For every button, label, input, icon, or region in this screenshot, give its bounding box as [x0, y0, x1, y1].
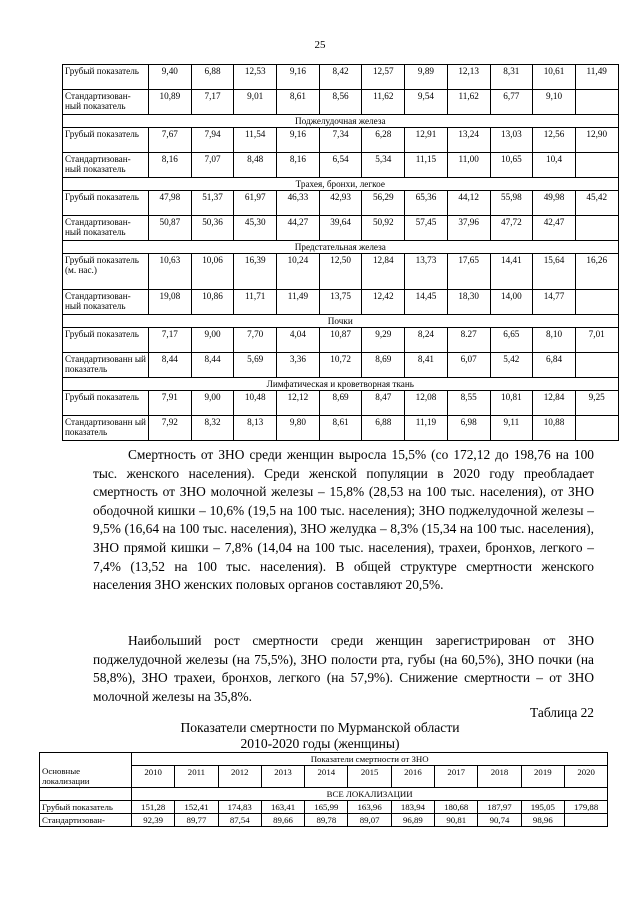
- table-cell: 18,30: [447, 290, 490, 315]
- table-cell: 46,33: [277, 191, 320, 216]
- table-cell: 9,11: [490, 416, 533, 441]
- table-cell: 89,77: [175, 814, 218, 827]
- table-row: [63, 290, 619, 315]
- table-cell: 44,27: [277, 216, 320, 241]
- table-cell: 5,42: [490, 353, 533, 378]
- table-cell: 10,89: [149, 90, 192, 115]
- table-cell: 11,19: [405, 416, 448, 441]
- table-cell: 10,72: [319, 353, 362, 378]
- year-header: 2017: [435, 766, 478, 788]
- table-cell: 12,50: [319, 254, 362, 290]
- table-cell: 7,94: [191, 128, 234, 153]
- table-cell: 165,99: [305, 801, 348, 814]
- table-cell: 9,89: [405, 65, 448, 90]
- table-cell: [575, 290, 618, 315]
- row-label: Грубый показатель: [40, 801, 132, 814]
- table-cell: 163,41: [261, 801, 304, 814]
- table-cell: 55,98: [490, 191, 533, 216]
- table-number: Таблица 22: [530, 705, 594, 720]
- table-cell: 9,01: [234, 90, 277, 115]
- table-cell: 17,65: [447, 254, 490, 290]
- table-cell: [575, 90, 618, 115]
- table-cell: 11,62: [447, 90, 490, 115]
- table-cell: 10,48: [234, 391, 277, 416]
- table-cell: 15,64: [533, 254, 576, 290]
- table-row: [63, 353, 619, 378]
- table-cell: 10,61: [533, 65, 576, 90]
- year-header: 2011: [175, 766, 218, 788]
- table-cell: 10,87: [319, 328, 362, 353]
- table-cell: 65,36: [405, 191, 448, 216]
- table-cell: 8,44: [149, 353, 192, 378]
- section-title: Трахея, бронхи, легкое: [63, 178, 619, 191]
- table-cell: 8,16: [149, 153, 192, 178]
- table-cell: 13,75: [319, 290, 362, 315]
- table-row: [40, 814, 608, 827]
- table-cell: 14,00: [490, 290, 533, 315]
- table-cell: 6,88: [191, 65, 234, 90]
- table-cell: 9,54: [405, 90, 448, 115]
- table-cell: 47,72: [490, 216, 533, 241]
- row-label: Стандартизованн ый показатель: [63, 353, 149, 378]
- table-row: [63, 65, 619, 90]
- table-cell: 5,69: [234, 353, 277, 378]
- table-cell: 37,96: [447, 216, 490, 241]
- table-cell: 152,41: [175, 801, 218, 814]
- table-cell: 174,83: [218, 801, 261, 814]
- localization-header: Основные локализации: [40, 753, 132, 788]
- table-row: [63, 90, 619, 115]
- table-cell: 9,10: [533, 90, 576, 115]
- row-label: Стандартизован-ный показатель: [63, 216, 149, 241]
- table-cell: 6,84: [533, 353, 576, 378]
- table-cell: 13,24: [447, 128, 490, 153]
- section-row: [63, 315, 619, 328]
- table-cell: [575, 416, 618, 441]
- table-cell: 6,28: [362, 128, 405, 153]
- table-cell: 9,16: [277, 65, 320, 90]
- table-cell: 96,89: [391, 814, 434, 827]
- table-cell: 9,29: [362, 328, 405, 353]
- table-cell: 6,54: [319, 153, 362, 178]
- table-cell: 14,41: [490, 254, 533, 290]
- top-mortality-table: [62, 64, 619, 441]
- table-cell: 14,45: [405, 290, 448, 315]
- table-cell: 61,97: [234, 191, 277, 216]
- table-cell: 11,49: [277, 290, 320, 315]
- row-label: Грубый показатель: [63, 328, 149, 353]
- table-cell: 56,29: [362, 191, 405, 216]
- table-row: [63, 128, 619, 153]
- table-title-line1: Показатели смертности по Мурманской области: [180, 720, 460, 735]
- table-cell: 10,63: [149, 254, 192, 290]
- women-mortality-table: [39, 752, 608, 827]
- table-cell: 10,4: [533, 153, 576, 178]
- table-cell: 8,56: [319, 90, 362, 115]
- row-label: Стандартизован-ный показатель: [63, 90, 149, 115]
- table-cell: 12,53: [234, 65, 277, 90]
- table-cell: 11,00: [447, 153, 490, 178]
- table-title-line2: 2010-2020 годы (женщины): [240, 736, 400, 751]
- table-cell: 12,57: [362, 65, 405, 90]
- table-row: [40, 801, 608, 814]
- table-cell: 89,07: [348, 814, 391, 827]
- table-cell: 42,47: [533, 216, 576, 241]
- table-cell: 8,10: [533, 328, 576, 353]
- year-header: 2015: [348, 766, 391, 788]
- table-cell: 45,30: [234, 216, 277, 241]
- table-cell: 8,55: [447, 391, 490, 416]
- section-title: ВСЕ ЛОКАЛИЗАЦИИ: [132, 788, 608, 801]
- table-cell: 6,77: [490, 90, 533, 115]
- table-cell: 10,86: [191, 290, 234, 315]
- table-cell: 5,34: [362, 153, 405, 178]
- table-cell: 39,64: [319, 216, 362, 241]
- table-cell: 8,24: [405, 328, 448, 353]
- table-cell: [575, 153, 618, 178]
- table-cell: 90,74: [478, 814, 521, 827]
- table-cell: 12,90: [575, 128, 618, 153]
- table-cell: 50,92: [362, 216, 405, 241]
- table-cell: 9,00: [191, 328, 234, 353]
- table-cell: 50,36: [191, 216, 234, 241]
- section-spacer: [40, 788, 132, 801]
- table-cell: 8,47: [362, 391, 405, 416]
- table-cell: 14,77: [533, 290, 576, 315]
- table-row: [63, 416, 619, 441]
- table-row: [63, 254, 619, 290]
- table-cell: 49,98: [533, 191, 576, 216]
- table-cell: 90,81: [435, 814, 478, 827]
- table-cell: 9,40: [149, 65, 192, 90]
- table-cell: 7,91: [149, 391, 192, 416]
- table-cell: 9,80: [277, 416, 320, 441]
- table-row: [63, 391, 619, 416]
- table-cell: 8,42: [319, 65, 362, 90]
- paragraph-growth-text: Наибольший рост смертности среди женщин зарегистрирован от ЗНО поджелудочной железы (на 75,5%), ЗНО полости рта, губы (на 60,5%), ЗНО почки (на 58,8%), ЗНО трахеи, бронхов, легкого (на 57,9%). Снижение смертности – от ЗНО молочной железы на 35,8%.: [93, 633, 594, 704]
- paragraph-women-mortality: [93, 446, 594, 595]
- table-cell: 3,36: [277, 353, 320, 378]
- table-cell: 8.27: [447, 328, 490, 353]
- table-cell: 16,26: [575, 254, 618, 290]
- table-cell: 89,78: [305, 814, 348, 827]
- table-cell: [575, 216, 618, 241]
- table-cell: 9,16: [277, 128, 320, 153]
- table-cell: 12,84: [362, 254, 405, 290]
- table-cell: 7,07: [191, 153, 234, 178]
- row-label: Стандартизован-ный показатель: [63, 153, 149, 178]
- section-row: [40, 788, 608, 801]
- section-title: Почки: [63, 315, 619, 328]
- row-label: Стандартизован-ный показатель: [63, 290, 149, 315]
- section-title: Поджелудочная железа: [63, 115, 619, 128]
- row-label: Стандартизованн ый показатель: [63, 416, 149, 441]
- table-cell: 187,97: [478, 801, 521, 814]
- table-cell: 45,42: [575, 191, 618, 216]
- section-title: Лимфатическая и кроветворная ткань: [63, 378, 619, 391]
- table-cell: 9,25: [575, 391, 618, 416]
- table-cell: 8,69: [319, 391, 362, 416]
- page-number: 25: [314, 39, 326, 51]
- table-cell: 179,88: [564, 801, 607, 814]
- table-cell: 7,67: [149, 128, 192, 153]
- year-header: 2018: [478, 766, 521, 788]
- year-header: 2016: [391, 766, 434, 788]
- table-cell: 12,91: [405, 128, 448, 153]
- table-cell: 87,54: [218, 814, 261, 827]
- table-cell: 7,34: [319, 128, 362, 153]
- table-cell: 163,96: [348, 801, 391, 814]
- table-cell: 8,16: [277, 153, 320, 178]
- table-cell: 16,39: [234, 254, 277, 290]
- section-title: Предстательная железа: [63, 241, 619, 254]
- table-cell: 19,08: [149, 290, 192, 315]
- table-cell: 42,93: [319, 191, 362, 216]
- table-cell: 8,61: [277, 90, 320, 115]
- table-cell: 180,68: [435, 801, 478, 814]
- table-cell: 51,37: [191, 191, 234, 216]
- row-label: Грубый показатель: [63, 128, 149, 153]
- table-cell: [564, 814, 607, 827]
- table-cell: 195,05: [521, 801, 564, 814]
- year-header: 2020: [564, 766, 607, 788]
- table-cell: 12,42: [362, 290, 405, 315]
- table-cell: 98,96: [521, 814, 564, 827]
- section-row: [63, 115, 619, 128]
- row-label: Грубый показатель: [63, 65, 149, 90]
- table-cell: 8,41: [405, 353, 448, 378]
- table-cell: 12,08: [405, 391, 448, 416]
- table-cell: 7,01: [575, 328, 618, 353]
- table-row: [63, 216, 619, 241]
- table-cell: 12,56: [533, 128, 576, 153]
- year-header: 2019: [521, 766, 564, 788]
- table-cell: 151,28: [132, 801, 175, 814]
- table-cell: 50,87: [149, 216, 192, 241]
- table-cell: 7,92: [149, 416, 192, 441]
- table-cell: 11,49: [575, 65, 618, 90]
- table-cell: 10,65: [490, 153, 533, 178]
- table-cell: 12,12: [277, 391, 320, 416]
- table-cell: [575, 353, 618, 378]
- table-cell: 7,17: [191, 90, 234, 115]
- table-cell: 7,17: [149, 328, 192, 353]
- group-header-row: [40, 753, 608, 766]
- section-row: [63, 241, 619, 254]
- year-header: 2012: [218, 766, 261, 788]
- table-cell: 6,65: [490, 328, 533, 353]
- table-cell: 13,03: [490, 128, 533, 153]
- row-label: Грубый показатель: [63, 391, 149, 416]
- table-cell: 6,98: [447, 416, 490, 441]
- table-cell: 92,39: [132, 814, 175, 827]
- table-cell: 12,84: [533, 391, 576, 416]
- table-cell: 9,00: [191, 391, 234, 416]
- group-header: Показатели смертности от ЗНО: [132, 753, 608, 766]
- section-row: [63, 378, 619, 391]
- table-row: [63, 328, 619, 353]
- row-label: Грубый показатель (м. нас.): [63, 254, 149, 290]
- table-cell: 8,44: [191, 353, 234, 378]
- table-cell: 6,88: [362, 416, 405, 441]
- table-cell: 8,31: [490, 65, 533, 90]
- table-row: [63, 191, 619, 216]
- table-cell: 8,61: [319, 416, 362, 441]
- section-row: [63, 178, 619, 191]
- table-cell: 8,48: [234, 153, 277, 178]
- table-cell: 183,94: [391, 801, 434, 814]
- table-cell: 8,69: [362, 353, 405, 378]
- table-cell: 10,06: [191, 254, 234, 290]
- table-cell: 6,07: [447, 353, 490, 378]
- table-cell: 13,73: [405, 254, 448, 290]
- table-cell: 10,24: [277, 254, 320, 290]
- table-cell: 11,71: [234, 290, 277, 315]
- row-label: Стандартизован-: [40, 814, 132, 827]
- table-cell: 44,12: [447, 191, 490, 216]
- table-cell: 10,81: [490, 391, 533, 416]
- table-cell: 11,54: [234, 128, 277, 153]
- paragraph-women-mortality-text: Смертность от ЗНО среди женщин выросла 15,5% (со 172,12 до 198,76 на 100 тыс. женского населения). Среди женской популяции в 2020 году преобладает смертность от ЗНО молочной железы – 15,8% (28,53 на 100 тыс. населения), от ЗНО ободочной кишки – 10,6% (19,5 на 100 тыс. населения); ЗНО поджелудочной железы – 9,5% (16,64 на 100 тыс. населения), ЗНО желудка – 8,3% (15,34 на 100 тыс. населения), ЗНО прямой кишки – 7,8% (14,04 на 100 тыс. населения), трахеи, бронхов, легкого – 7,4% (13,52 на 100 тыс. населения). В общей структуре смертности женского населения ЗНО женских половых органов составляют 20,5%.: [93, 447, 594, 593]
- table-cell: 89,66: [261, 814, 304, 827]
- table-cell: 8,32: [191, 416, 234, 441]
- table-cell: 4,04: [277, 328, 320, 353]
- row-label: Грубый показатель: [63, 191, 149, 216]
- table-cell: 11,62: [362, 90, 405, 115]
- table-cell: 47,98: [149, 191, 192, 216]
- year-header: 2014: [305, 766, 348, 788]
- table-cell: 8,13: [234, 416, 277, 441]
- year-header: 2010: [132, 766, 175, 788]
- table-cell: 7,70: [234, 328, 277, 353]
- table-row: [63, 153, 619, 178]
- paragraph-growth: [93, 632, 594, 706]
- year-header: 2013: [261, 766, 304, 788]
- table-cell: 11,15: [405, 153, 448, 178]
- table-cell: 57,45: [405, 216, 448, 241]
- table-cell: 10,88: [533, 416, 576, 441]
- table-cell: 12,13: [447, 65, 490, 90]
